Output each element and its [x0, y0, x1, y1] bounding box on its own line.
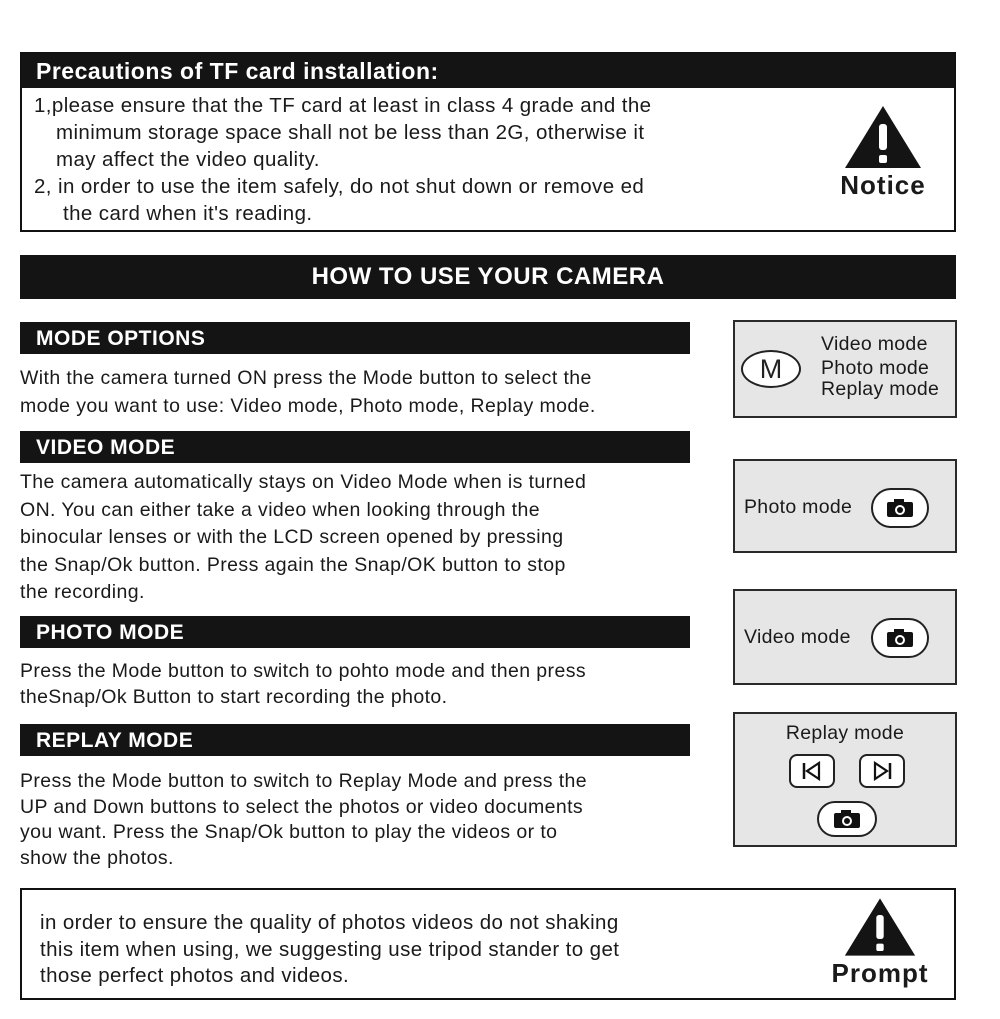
prompt-box	[20, 888, 956, 1000]
warning-triangle-icon	[843, 896, 917, 958]
text-line: the recording.	[20, 581, 145, 603]
photo-mode-panel	[733, 459, 957, 553]
replay-mode-heading: REPLAY MODE	[20, 724, 690, 756]
mode-option: Photo mode	[821, 357, 930, 379]
mode-options-heading: MODE OPTIONS	[20, 322, 690, 354]
text-line: the Snap/Ok button. Press again the Snap/OK button to stop	[20, 553, 566, 576]
text-line: show the photos.	[20, 846, 174, 869]
text-line: binocular lenses or with the LCD screen opened by pressing	[20, 526, 564, 548]
text-line: Press the Mode button to switch to Replay Mode and press the	[20, 770, 588, 792]
replay-mode-panel	[733, 712, 957, 847]
prompt-warning	[822, 896, 938, 989]
precautions-line: 2, in order to use the item safely, do not shut down or remove ed	[34, 175, 645, 198]
precautions-title: Precautions of TF card installation:	[22, 54, 954, 88]
precautions-text	[34, 92, 651, 227]
mode-options-text	[20, 364, 710, 420]
prompt-line: those perfect photos and videos.	[40, 964, 350, 987]
video-mode-text	[20, 469, 710, 607]
text-line: ON. You can either take a video when looking through the	[20, 498, 540, 521]
replay-mode-text	[20, 769, 710, 871]
camera-icon	[886, 498, 914, 518]
mode-option: Replay mode	[821, 378, 940, 400]
prompt-text	[40, 910, 619, 990]
text-line: With the camera turned ON press the Mode button to select the	[20, 367, 592, 389]
previous-button[interactable]	[789, 754, 835, 788]
video-mode-panel	[733, 589, 957, 685]
page-title: HOW TO USE YOUR CAMERA	[20, 255, 956, 299]
precautions-box	[20, 52, 956, 232]
snap-ok-button[interactable]	[817, 801, 877, 837]
mode-options-list	[821, 332, 939, 401]
camera-icon	[833, 809, 861, 829]
mode-button-panel	[733, 320, 957, 418]
replay-mode-label: Replay mode	[785, 722, 905, 744]
mode-button[interactable]: M	[741, 350, 801, 388]
text-line: mode you want to use: Video mode, Photo mode, Replay mode.	[20, 395, 596, 417]
skip-back-icon	[801, 761, 823, 781]
next-button[interactable]	[859, 754, 905, 788]
video-mode-heading: VIDEO MODE	[20, 431, 690, 463]
text-line: UP and Down buttons to select the photos or video documents	[20, 795, 584, 818]
precautions-line: minimum storage space shall not be less than 2G, otherwise it	[56, 121, 645, 144]
warning-triangle-icon	[843, 104, 923, 170]
snap-ok-button[interactable]	[871, 488, 929, 528]
prompt-line: this item when using, we suggesting use tripod stander to get	[40, 937, 620, 961]
precautions-line: may affect the video quality.	[56, 148, 320, 171]
text-line: theSnap/Ok Button to start recording the photo.	[20, 686, 448, 708]
mode-option: Video mode	[821, 333, 928, 355]
prompt-line: in order to ensure the quality of photos videos do not shaking	[40, 911, 619, 934]
video-mode-label: Video mode	[744, 626, 851, 648]
text-line: Press the Mode button to switch to pohto mode and then press	[20, 660, 586, 682]
text-line: you want. Press the Snap/Ok button to play the videos or to	[20, 821, 558, 843]
photo-mode-heading: PHOTO MODE	[20, 616, 690, 648]
photo-mode-text	[20, 658, 710, 710]
camera-icon	[886, 628, 914, 648]
precautions-line: 1,please ensure that the TF card at least in class 4 grade and the	[34, 94, 652, 117]
photo-mode-label: Photo mode	[744, 496, 853, 518]
text-line: The camera automatically stays on Video Mode when is turned	[20, 471, 587, 493]
notice-warning	[828, 104, 938, 201]
skip-forward-icon	[871, 761, 893, 781]
prompt-label: Prompt	[831, 958, 929, 988]
snap-ok-button[interactable]	[871, 618, 929, 658]
precautions-line: the card when it's reading.	[63, 202, 313, 225]
notice-label: Notice	[840, 170, 926, 200]
